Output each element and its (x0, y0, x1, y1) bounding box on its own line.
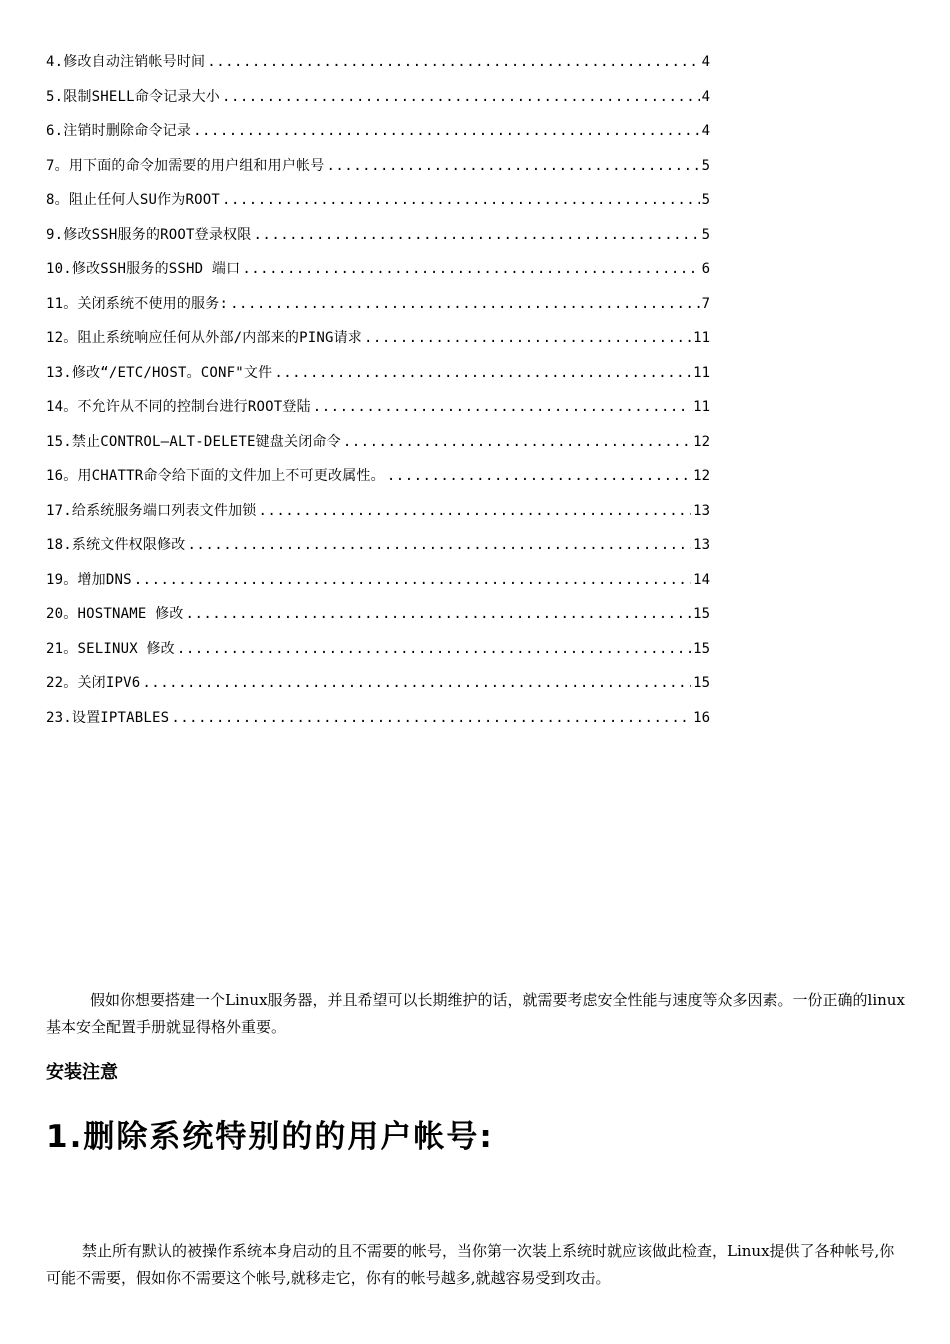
toc-entry[interactable] (46, 499, 710, 534)
toc-entry-title: 20。HOSTNAME 修改 (46, 606, 184, 622)
toc-dot-leader (313, 395, 691, 419)
toc-dot-leader (259, 499, 692, 523)
section-label: 安装注意 (46, 1062, 118, 1083)
section-heading: 1.删除系统特别的的用户帐号: (46, 1119, 494, 1155)
toc-entry-page-number: 13 (693, 537, 710, 553)
toc-entry[interactable] (46, 671, 710, 706)
toc-dot-leader (274, 361, 691, 385)
body-paragraph: 禁止所有默认的被操作系统本身启动的且不需要的帐号，当你第一次装上系统时就应该做此检查，Linux提供了各种帐号,你可能不需要，假如你不需要这个帐号,就移走它，你有的帐号越多,就越容易受到攻击。 (46, 1242, 895, 1287)
toc-entry-title: 17.给系统服务端口列表文件加锁 (46, 502, 257, 519)
toc-entry-page-number: 11 (693, 364, 710, 381)
toc-entry[interactable] (46, 188, 710, 223)
toc-entry-page-number: 16 (693, 709, 710, 726)
toc-entry-page-number: 11 (693, 330, 710, 346)
toc-entry[interactable] (46, 706, 710, 741)
toc-entry-page-number: 6 (701, 261, 710, 277)
toc-dot-leader (177, 637, 691, 661)
toc-entry[interactable] (46, 154, 710, 189)
toc-entry[interactable] (46, 85, 710, 120)
toc-entry-page-number: 4 (701, 88, 710, 105)
toc-entry-page-number: 15 (693, 606, 710, 622)
toc-entry-title: 21。SELINUX 修改 (46, 640, 175, 657)
toc-dot-leader (364, 326, 691, 350)
toc-dot-leader (242, 257, 699, 281)
toc-dot-leader (230, 292, 699, 316)
toc-entry-title: 9.修改SSH服务的ROOT登录权限 (46, 226, 252, 243)
toc-dot-leader (171, 706, 691, 730)
toc-entry-page-number: 4 (701, 123, 710, 139)
intro-paragraph: 假如你想要搭建一个Linux服务器，并且希望可以长期维护的话，就需要考虑安全性能与速度等众多因素。一份正确的linux基本安全配置手册就显得格外重要。 (46, 991, 905, 1036)
toc-dot-leader (207, 50, 699, 74)
toc-entry[interactable] (46, 50, 710, 85)
toc-entry[interactable] (46, 602, 710, 637)
toc-entry-title: 15.禁止CONTROL—ALT-DELETE键盘关闭命令 (46, 433, 341, 450)
toc-entry[interactable] (46, 223, 710, 258)
toc-entry-title: 19。增加DNS (46, 571, 132, 588)
toc-entry-title: 10.修改SSH服务的SSHD 端口 (46, 261, 241, 277)
toc-entry[interactable] (46, 361, 710, 396)
toc-entry-page-number: 12 (693, 433, 710, 450)
toc-entry-title: 13.修改“/ETC/HOST。CONF"文件 (46, 364, 273, 381)
toc-entry[interactable] (46, 119, 710, 154)
toc-dot-leader (253, 223, 699, 247)
toc-entry-title: 7。用下面的命令加需要的用户组和用户帐号 (46, 157, 325, 174)
toc-entry-page-number: 13 (693, 502, 710, 519)
toc-entry-page-number: 11 (693, 399, 710, 415)
toc-entry[interactable] (46, 464, 710, 499)
toc-dot-leader (193, 119, 700, 143)
toc-dot-leader (142, 671, 691, 695)
toc-entry-page-number: 4 (701, 54, 710, 70)
toc-entry-title: 12。阻止系统响应任何从外部/内部来的PING请求 (46, 330, 362, 346)
toc-entry-page-number: 15 (693, 675, 710, 691)
toc-entry-title: 4.修改自动注销帐号时间 (46, 54, 206, 70)
toc-entry-page-number: 15 (693, 640, 710, 657)
toc-entry-title: 11。关闭系统不使用的服务: (46, 295, 229, 312)
toc-entry[interactable] (46, 395, 710, 430)
toc-entry[interactable] (46, 430, 710, 465)
toc-entry-page-number: 12 (693, 468, 710, 484)
toc-entry-page-number: 14 (693, 571, 710, 588)
toc-dot-leader (326, 154, 699, 178)
toc-entry-title: 6.注销时删除命令记录 (46, 123, 192, 139)
toc-entry-title: 18.系统文件权限修改 (46, 537, 186, 553)
toc-dot-leader (343, 430, 691, 454)
toc-dot-leader (134, 568, 691, 592)
toc-entry[interactable] (46, 637, 710, 672)
toc-entry[interactable] (46, 568, 710, 603)
toc-entry[interactable] (46, 533, 710, 568)
toc-entry-page-number: 5 (701, 192, 710, 208)
toc-entry-title: 8。阻止任何人SU作为ROOT (46, 192, 221, 208)
toc-entry[interactable] (46, 257, 710, 292)
toc-entry-title: 22。关闭IPV6 (46, 675, 141, 691)
toc-entry[interactable] (46, 292, 710, 327)
toc-dot-leader (188, 533, 692, 557)
toc-entry-page-number: 7 (701, 295, 710, 312)
toc-entry-page-number: 5 (701, 157, 710, 174)
toc-entry-page-number: 5 (701, 226, 710, 243)
toc-entry[interactable] (46, 326, 710, 361)
toc-dot-leader (222, 85, 700, 109)
toc-entry-title: 16。用CHATTR命令给下面的文件加上不可更改属性。 (46, 468, 385, 484)
table-of-contents (46, 50, 710, 740)
toc-entry-title: 23.设置IPTABLES (46, 709, 170, 726)
toc-dot-leader (186, 602, 692, 626)
toc-dot-leader (387, 464, 691, 488)
toc-dot-leader (222, 188, 700, 212)
toc-entry-title: 5.限制SHELL命令记录大小 (46, 88, 221, 105)
toc-entry-title: 14。不允许从不同的控制台进行ROOT登陆 (46, 399, 311, 415)
